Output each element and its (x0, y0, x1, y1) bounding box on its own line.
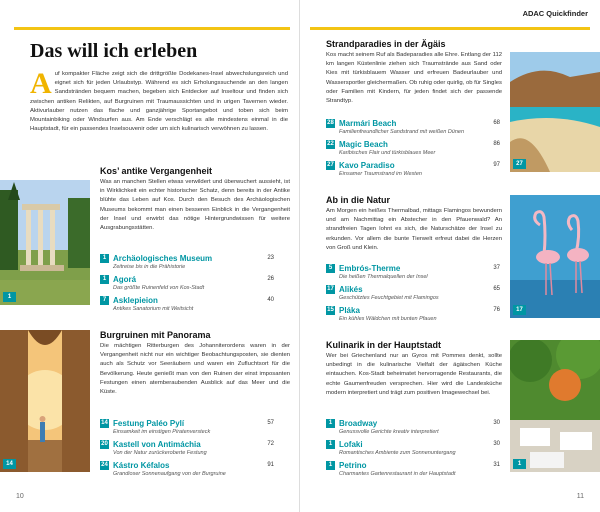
flamingo-photo (510, 195, 600, 318)
entry-page: 57 (267, 420, 274, 426)
list-item[interactable] (100, 295, 274, 316)
section-title-cuisine: Kulinarik in der Hauptstadt (326, 340, 442, 350)
list-item[interactable] (326, 460, 500, 481)
entry-page: 72 (267, 441, 274, 447)
header-rule (14, 27, 290, 30)
entry-page: 76 (493, 307, 500, 313)
entry-link[interactable]: Petrino (339, 461, 367, 470)
entry-link[interactable]: Alikés (339, 285, 363, 294)
entry-page: 31 (493, 462, 500, 468)
list-item[interactable] (100, 460, 274, 481)
entry-subtitle: Karibisches Flair und türkisblaues Meer (339, 150, 436, 156)
section-body-beaches: Kos macht seinem Ruf als Badeparadies alle Ehre. Entlang der 112 km langen Küstenlinie ziehen sich Traumstrände aus Sand oder Kies mit türkisblauem Wasser und erfreuen Badeurlauber und Wassersportler gleichermaßen. Ob ruhig oder quirlig, ob für Singles oder Familien mit Kindern, für jeden findet sich der passende Strandtyp. (326, 52, 502, 105)
drop-cap: A (30, 67, 52, 100)
photo-badge: 27 (513, 159, 526, 169)
entry-number: 7 (100, 296, 109, 305)
list-cuisine (326, 418, 500, 481)
entry-subtitle: Grandioser Sonnenaufgang von der Burgruine (113, 471, 226, 477)
entry-link[interactable]: Asklepieion (113, 296, 158, 305)
list-item[interactable] (326, 139, 500, 160)
entry-subtitle: Das größte Ruinenfeld von Kos-Stadt (113, 285, 205, 291)
entry-number: 14 (101, 420, 108, 426)
entry-page: 65 (493, 286, 500, 292)
section-body-nature: Am Morgen ein heißes Thermalbad, mittags Flamingos bewundern und am Nachmittag ein Abstecher in den Pfauenwald? An strandfreien Tagen lohnt es sich, die Naturschätze der Insel zu erkunden. Vor allem die bunte Tierwelt erfreut dabei die Herzen von Groß und Klein. (326, 208, 502, 251)
page-number: 10 (16, 493, 24, 500)
entry-page: 23 (267, 255, 274, 261)
entry-subtitle: Von der Natur zurückeroberte Festung (113, 450, 207, 456)
entry-subtitle: Familienfreundlicher Sandstrand mit weißen Dünen (339, 129, 465, 135)
right-page (300, 0, 600, 512)
page-number: 11 (576, 493, 584, 500)
entry-subtitle: Romantisches Ambiente zum Sonnenuntergang (339, 450, 456, 456)
entry-link[interactable]: Festung Paléo Pylí (113, 419, 185, 428)
entry-link[interactable]: Agorá (113, 275, 137, 284)
list-item[interactable] (100, 253, 274, 274)
entry-subtitle: Einsamer Traumstrand im Westen (339, 171, 422, 177)
list-item[interactable] (326, 284, 500, 305)
entry-link[interactable]: Kavo Paradiso (339, 161, 395, 170)
section-body-antiquity: Was an manchen Stellen etwas verwildert und überwuchert aussieht, ist in Wirklichkeit ein echter historischer Schatz, denn bereits in der Antike blühte das Leben auf Kos. Durch den Besuch des Archäologischen Museums bekommt man einen besseren Einblick in die Vergangenheit der Insel und erwirbt das nötige Hintergrundwissen für weitere Ausgrabungsstätten. (100, 179, 290, 232)
photo-badge: 17 (513, 305, 526, 315)
entry-subtitle: Einsamkeit im einstigen Piratenversteck (113, 429, 211, 435)
entry-number: 24 (101, 462, 108, 468)
beach-photo (510, 52, 600, 172)
section-title-antiquity: Kos’ antike Vergangenheit (100, 166, 213, 176)
entry-link[interactable]: Archäologisches Museum (113, 254, 213, 263)
section-body-cuisine: Wer bei Griechenland nur an Gyros mit Pommes denkt, sollte unbedingt in die kulinarische Vielfalt der ägäischen Küche eintauchen. Kos-Stadt beheimatet hervorragende Restaurants, die echte Gaumenfreuden versprechen. Hier wird die Landesküche modern interpretiert und trägt zum positiven Imagewechsel bei. (326, 353, 502, 396)
entry-number: 1 (100, 275, 109, 284)
photo-badge: 1 (513, 459, 526, 469)
photo-badge: 1 (3, 292, 16, 302)
list-beaches (326, 118, 500, 181)
entry-subtitle: Geschütztes Feuchtgebiet mit Flamingos (339, 295, 439, 301)
list-item[interactable] (100, 274, 274, 295)
list-item[interactable] (326, 263, 500, 284)
entry-number: 1 (100, 254, 109, 263)
entry-page: 40 (267, 297, 274, 303)
entry-link[interactable]: Magic Beach (339, 140, 388, 149)
entry-link[interactable]: Marmári Beach (339, 119, 397, 128)
intro-body: uf kompakter Fläche zeigt sich die drittgrößte Dodekanes-Insel abwechslungsreich und eignet sich für jeden Urlaubstyp. Während es sich Erholungssuchende an den langen Sandstränden bequem machen, begeben sich Entdecker auf Inseltour und finden sich zwischen antiken Relikten, auf Burgruinen mit Traumaussichten und in urigen Tavernen wieder. Aktivurlauber nutzen das flache und ganzjährige Sportangebot und toben sich beim Mountainbiking oder Windsurfen aus. Am Ende verschlägt es alle mindestens einmal in die Hauptstadt, für ein passendes Inselsouvenir oder um sich kulinarisch verwöhnen zu lassen. (30, 71, 288, 133)
entry-link[interactable]: Lofaki (339, 440, 363, 449)
list-castles (100, 418, 274, 481)
entry-number: 20 (101, 441, 108, 447)
entry-number: 22 (327, 141, 334, 147)
entry-subtitle: Charmantes Gartenrestaurant in der Hauptstadt (339, 471, 456, 477)
list-antiquity (100, 253, 274, 316)
entry-link[interactable]: Kastell von Antimáchia (113, 440, 201, 449)
header-rule (310, 27, 590, 30)
entry-number: 15 (327, 307, 334, 313)
list-item[interactable] (100, 418, 274, 439)
section-title-nature: Ab in die Natur (326, 195, 391, 205)
entry-subtitle: Die heißen Thermalquellen der Insel (339, 274, 428, 280)
photo-badge: 14 (3, 459, 16, 469)
entry-link[interactable]: Broadway (339, 419, 378, 428)
entry-page: 68 (493, 120, 500, 126)
list-item[interactable] (326, 118, 500, 139)
list-item[interactable] (326, 439, 500, 460)
list-item[interactable] (326, 418, 500, 439)
entry-number: 1 (326, 461, 335, 470)
entry-link[interactable]: Embrós-Therme (339, 264, 401, 273)
entry-page: 30 (493, 441, 500, 447)
restaurant-photo (510, 340, 600, 472)
entry-page: 30 (493, 420, 500, 426)
entry-page: 91 (267, 462, 274, 468)
entry-number: 1 (326, 419, 335, 428)
entry-link[interactable]: Pláka (339, 306, 360, 315)
list-item[interactable] (326, 160, 500, 181)
entry-number: 5 (326, 264, 335, 273)
entry-link[interactable]: Kástro Kéfalos (113, 461, 170, 470)
section-title-castles: Burgruinen mit Panorama (100, 330, 211, 340)
intro-text (30, 67, 288, 134)
page-title: Das will ich erleben (30, 40, 198, 62)
entry-number: 1 (326, 440, 335, 449)
entry-number: 27 (327, 162, 334, 168)
entry-page: 97 (493, 162, 500, 168)
section-title-beaches: Strandparadies in der Ägäis (326, 39, 446, 49)
entry-subtitle: Zeitreise bis in die Prähistorie (113, 264, 186, 270)
castle-photo (0, 330, 90, 472)
entry-page: 26 (267, 276, 274, 282)
entry-page: 86 (493, 141, 500, 147)
entry-number: 17 (327, 286, 334, 292)
entry-subtitle: Genussvolle Gerichte kreativ interpretiert (339, 429, 439, 435)
entry-number: 28 (327, 120, 334, 126)
section-body-castles: Die mächtigen Ritterburgen des Johanniterordens waren in der Vergangenheit nicht nur ein wichtiger Beobachtungsposten, sie dienten auch als Schutz vor Seeräubern und waren ein Zufluchtsort für die Bevölkerung. Heute genießt man von den Ruinen der einst imposanten Festungen einen atemberaubenden Ausblick auf das Meer und die Küste. (100, 343, 290, 396)
list-item[interactable] (326, 305, 500, 326)
ruins-photo (0, 180, 90, 305)
entry-subtitle: Antikes Sanatorium mit Weitsicht (113, 306, 194, 312)
header-label: ADAC Quickfinder (522, 9, 588, 18)
entry-subtitle: Ein kühles Wäldchen mit bunten Pfauen (339, 316, 437, 322)
list-item[interactable] (100, 439, 274, 460)
entry-page: 37 (493, 265, 500, 271)
list-nature (326, 263, 500, 326)
